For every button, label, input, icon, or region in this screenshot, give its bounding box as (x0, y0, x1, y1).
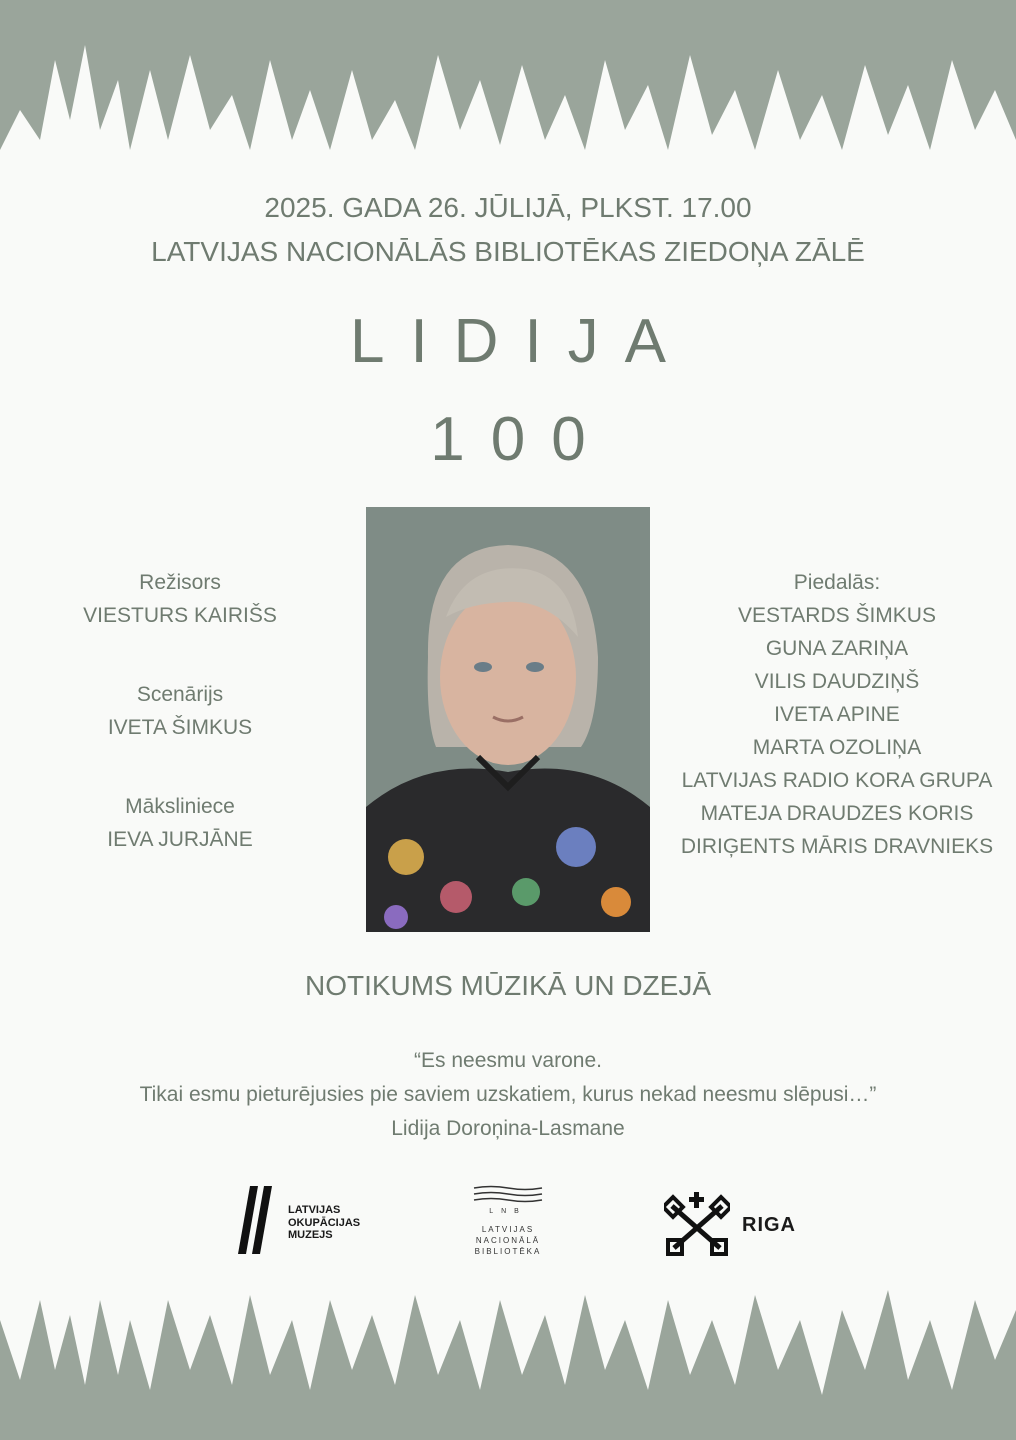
credits-left (60, 566, 300, 902)
lnb-line-2: NACIONĀLĀ (475, 1236, 541, 1245)
cast-name: MATEJA DRAUDZES KORIS (700, 802, 974, 825)
cast-name: LATVIJAS RADIO KORA GRUPA (681, 769, 993, 792)
credit-person: IVETA ŠIMKUS (107, 716, 253, 739)
credit-person: VIESTURS KAIRIŠS (83, 604, 277, 627)
quote-author: Lidija Doroņina-Lasmane (391, 1117, 625, 1140)
logo-occupation-museum (236, 1184, 366, 1256)
lnb-waves-icon (468, 1184, 548, 1206)
cast-name: GUNA ZARIŅA (765, 637, 909, 660)
logo-national-library (468, 1184, 548, 1264)
lnb-line-1: LATVIJAS (481, 1225, 535, 1234)
lom-line-2: OKUPĀCIJAS (288, 1216, 361, 1229)
quote-line-1: “Es neesmu varone. (414, 1049, 602, 1072)
event-venue: LATVIJAS NACIONĀLĀS BIBLIOTĒKAS ZIEDOŅA ZĀLĒ (151, 236, 865, 267)
cast-name: VILIS DAUDZIŅŠ (754, 670, 920, 693)
credit-role: Režisors (139, 571, 221, 594)
credit-director (60, 566, 300, 632)
lom-stripes-icon (236, 1184, 284, 1256)
credit-artist (60, 790, 300, 856)
title-number: 100 (430, 405, 612, 474)
quote (0, 1044, 1016, 1146)
cast-name: MARTA OZOLIŅA (752, 736, 922, 759)
cast-heading: Piedalās: (793, 571, 881, 594)
quote-line-2: Tikai esmu pieturējusies pie saviem uzskatiem, kurus nekad neesmu slēpusi…” (139, 1083, 877, 1106)
portrait-photo (366, 507, 650, 932)
riga-label: RIGA (742, 1214, 796, 1236)
credit-role: Māksliniece (125, 795, 235, 818)
event-description: NOTIKUMS MŪZIKĀ UN DZEJĀ (304, 970, 711, 1001)
credit-role: Scenārijs (136, 683, 224, 706)
credits-right (672, 566, 1002, 863)
cast-name: DIRIĢENTS MĀRIS DRAVNIEKS (680, 835, 994, 858)
lom-line-3: MUZEJS (288, 1229, 333, 1241)
credit-script (60, 678, 300, 744)
cast-name: VESTARDS ŠIMKUS (738, 604, 936, 627)
event-date: 2025. GADA 26. JŪLIJĀ, PLKST. 17.00 (264, 192, 752, 223)
credit-person: IEVA JURJĀNE (107, 828, 253, 851)
lom-line-1: LATVIJAS (288, 1204, 341, 1216)
title-name: LIDIJA (349, 307, 693, 376)
portrait-illustration (366, 507, 650, 932)
riga-keys-icon (664, 1192, 730, 1258)
cast-name: IVETA APINE (774, 703, 900, 726)
lnb-mark: LNB (489, 1208, 527, 1215)
lnb-line-3: BIBLIOTĒKA (474, 1247, 542, 1256)
logo-riga (664, 1192, 814, 1258)
